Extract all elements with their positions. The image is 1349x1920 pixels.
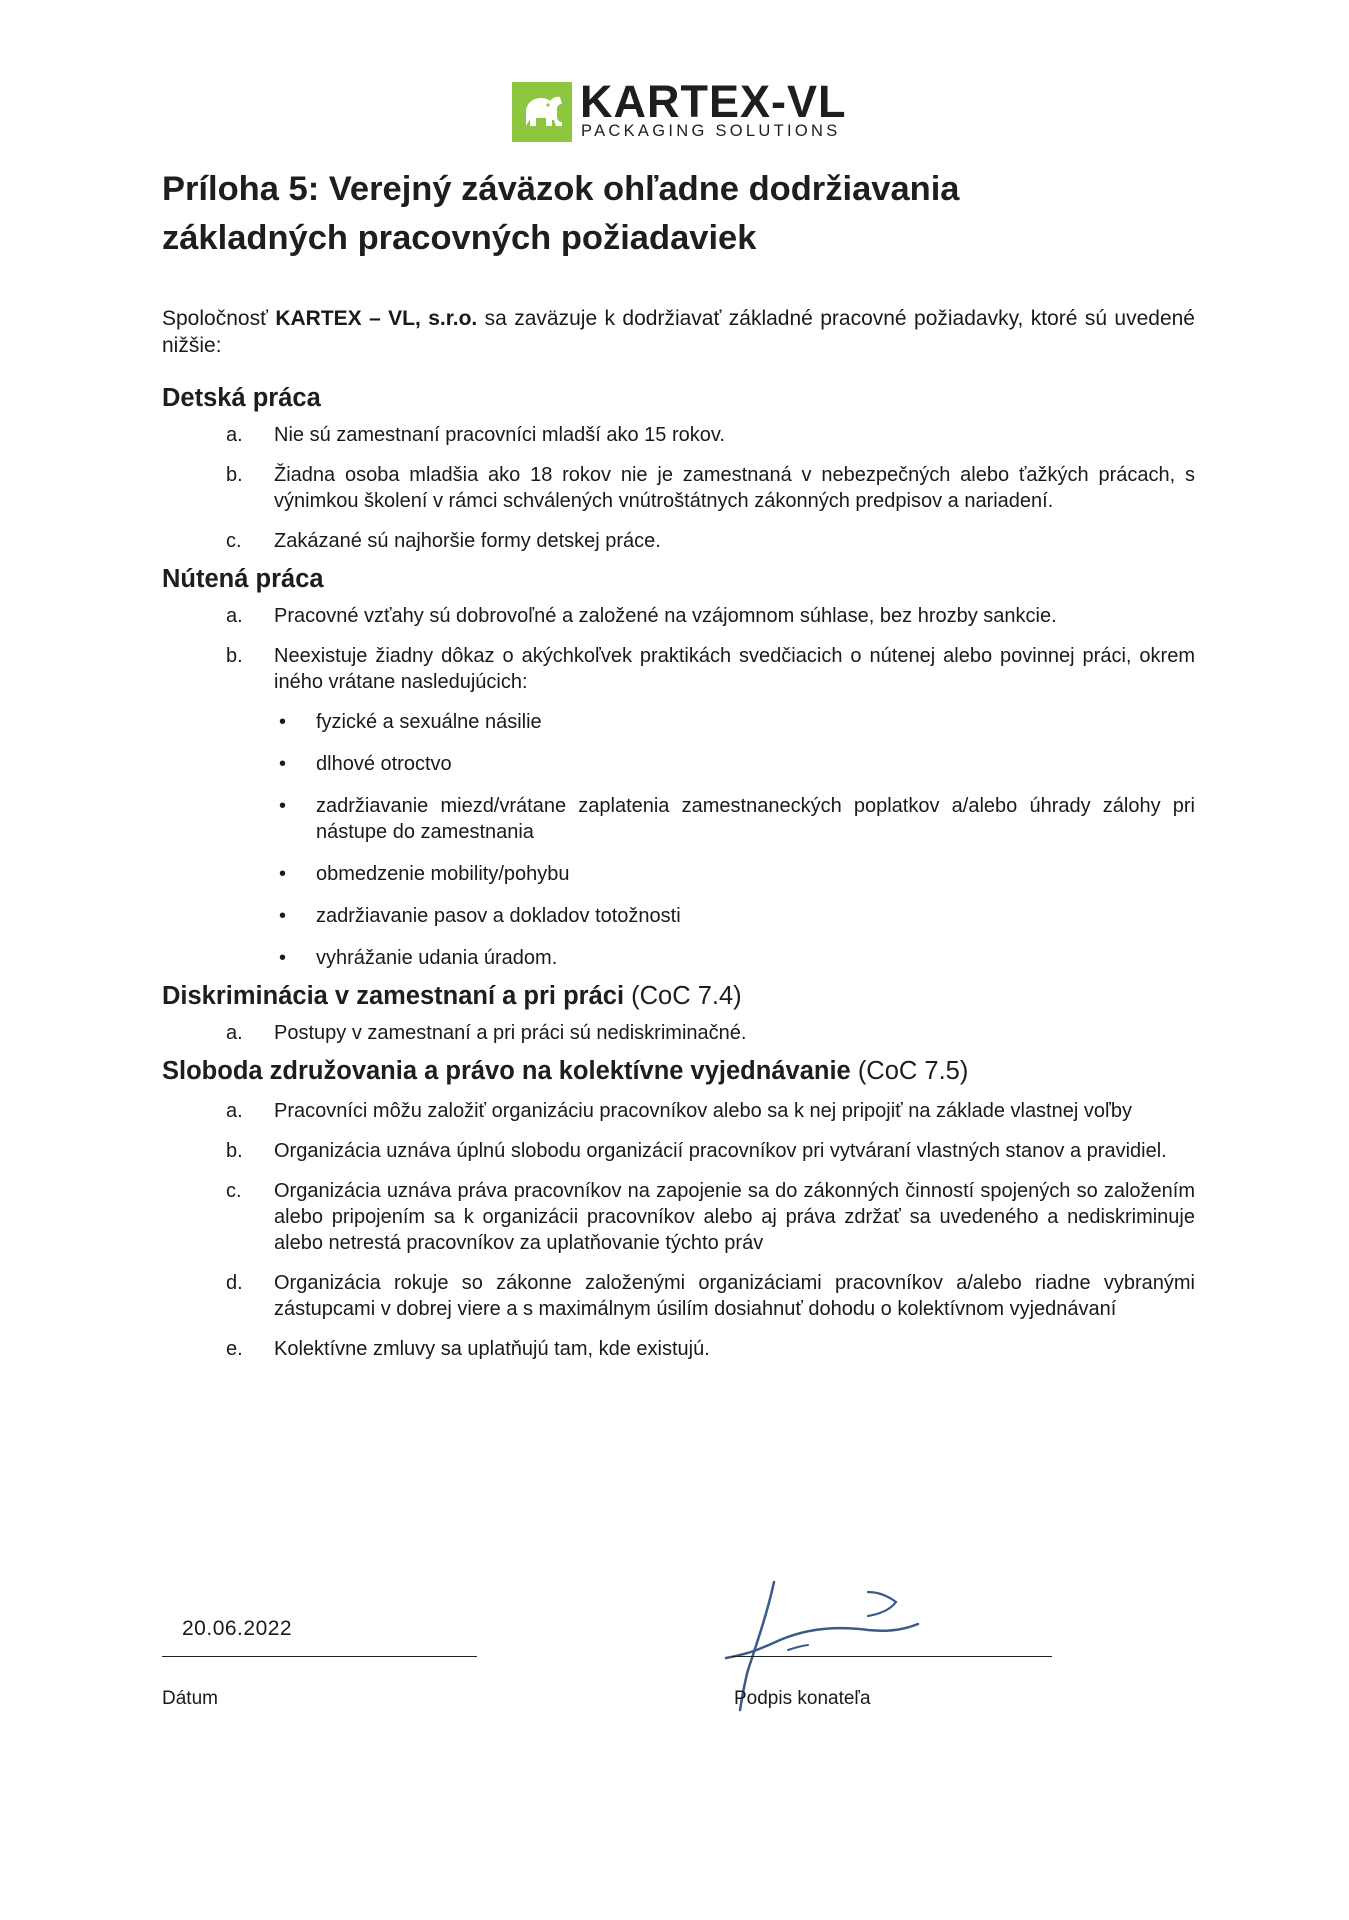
list-item-text: Postupy v zamestnaní a pri práci sú nediskriminačné. [274,1022,747,1044]
bullet-item [162,751,1195,777]
bullet-item [162,861,1195,887]
document-body [162,305,1195,1376]
bullet-icon: • [279,947,287,969]
list-item-text: Organizácia uznáva práva pracovníkov na zapojenie sa do zákonných činností spojených so založením alebo pripojením sa k organizácii pracovníkov alebo aj práva zdržať sa uvedeného a nediskriminuje alebo netrestá pracovníkov za uplatňovanie týchto práv [274,1180,1195,1254]
bullet-item [162,903,1195,929]
bullet-text: obmedzenie mobility/pohybu [316,863,570,885]
date-line [162,1656,477,1657]
intro-suffix: sa zaväzuje k dodržiavať základné pracovné požiadavky, ktoré sú uvedené nižšie: [162,307,1195,357]
list-marker: c. [226,1180,242,1202]
date-value: 20.06.2022 [182,1617,293,1640]
intro-paragraph [162,305,1195,359]
list-item [162,1138,1195,1164]
list-marker: b. [226,1140,243,1162]
bullet-icon: • [279,711,287,733]
list-marker: a. [226,424,243,446]
section-heading-forced-labour: Nútená práca [162,565,324,593]
bullet-icon: • [279,905,287,927]
list-item [162,1020,1195,1046]
date-label: Dátum [162,1688,218,1709]
list-item [162,422,1195,448]
section-heading-child-labour: Detská práca [162,384,321,412]
list-item-text: Pracovníci môžu založiť organizáciu pracovníkov alebo sa k nej pripojiť na základe vlastnej voľby [274,1100,1132,1122]
bullet-text: vyhrážanie udania úradom. [316,947,558,969]
signature-line [732,1656,1052,1657]
list-marker: b. [226,464,243,486]
bullet-icon: • [279,795,287,817]
section-heading-association [162,1056,1195,1086]
list-marker: d. [226,1272,243,1294]
bullet-item [162,945,1195,971]
title-line-1: Príloha 5: Verejný záväzok ohľadne dodržiavania [162,170,960,208]
list-item-text: Kolektívne zmluvy sa uplatňujú tam, kde existujú. [274,1338,710,1360]
title-line-2: základných pracovných požiadaviek [162,219,757,257]
signature-label: Podpis konateľa [734,1688,871,1709]
list-item [162,1270,1195,1322]
list-marker: a. [226,1022,243,1044]
logo-tagline: PACKAGING SOLUTIONS [581,122,841,140]
company-name: KARTEX – VL, s.r.o. [275,307,478,330]
list-item-text: Pracovné vzťahy sú dobrovoľné a založené na vzájomnom súhlase, bez hrozby sankcie. [274,605,1057,627]
list-marker: e. [226,1338,243,1360]
company-logo [512,76,847,142]
list-item-text: Nie sú zamestnaní pracovníci mladší ako 15 rokov. [274,424,725,446]
bullet-icon: • [279,753,287,775]
list-item [162,462,1195,514]
list-marker: b. [226,645,243,667]
bullet-icon: • [279,863,287,885]
list-marker: a. [226,605,243,627]
section-heading-text: Sloboda združovania a právo na kolektívne vyjednávanie [162,1057,851,1085]
list-item [162,1178,1195,1256]
section-heading-text: Diskriminácia v zamestnaní a pri práci [162,982,625,1010]
list-item-text: Organizácia uznáva úplnú slobodu organizácií pracovníkov pri vytváraní vlastných stanov a pravidiel. [274,1140,1167,1162]
list-item-text: Zakázané sú najhoršie formy detskej práce. [274,530,661,552]
section-note: (CoC 7.5) [850,1057,969,1085]
bullet-item [162,793,1195,845]
list-item [162,1336,1195,1362]
page-title [162,165,1212,263]
list-item-text: Organizácia rokuje so zákonne založenými organizáciami pracovníkov a/alebo riadne vybranými zástupcami v dobrej viere a s maximálnym úsilím dosiahnuť dohodu o kolektívnom vyjednávaní [274,1272,1195,1320]
list-item [162,1098,1195,1124]
logo-wordmark: KARTEX-VL [580,76,847,127]
bullet-text: zadržiavanie miezd/vrátane zaplatenia zamestnaneckých poplatkov a/alebo úhrady zálohy pri nástupe do zamestnania [316,795,1195,843]
bullet-text: fyzické a sexuálne násilie [316,711,542,733]
list-marker: c. [226,530,242,552]
list-item [162,643,1195,695]
list-marker: a. [226,1100,243,1122]
intro-prefix: Spoločnosť [162,307,276,330]
list-item-text: Neexistuje žiadny dôkaz o akýchkoľvek praktikách svedčiacich o nútenej alebo povinnej práci, okrem iného vrátane nasledujúcich: [274,645,1195,693]
section-note: (CoC 7.4) [624,982,742,1010]
section-heading-discrimination [162,981,1195,1011]
list-item [162,603,1195,629]
elephant-icon [512,82,572,142]
bullet-text: zadržiavanie pasov a dokladov totožnosti [316,905,681,927]
list-item-text: Žiadna osoba mladšia ako 18 rokov nie je zamestnaná v nebezpečných alebo ťažkých prácach, s výnimkou školení v rámci schválených vnútroštátnych zákonných predpisov a nariadení. [274,464,1195,512]
bullet-item [162,709,1195,735]
list-item [162,528,1195,554]
bullet-text: dlhové otroctvo [316,753,452,775]
